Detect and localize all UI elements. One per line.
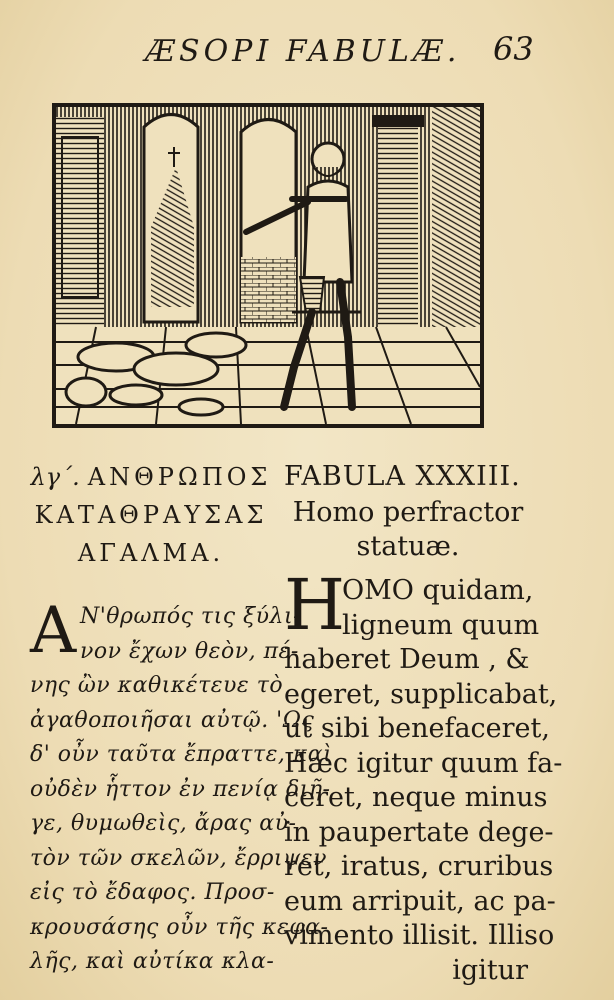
greek-text: [30, 594, 333, 980]
latin-line: egeret, supplicabat,: [284, 678, 558, 710]
running-head: ÆSOPI FABULÆ.: [145, 34, 461, 69]
latin-text: [284, 564, 563, 988]
greek-line: οὐδὲν ἧττον ἐν πενίᾳ διῆ-: [30, 776, 331, 802]
greek-line: Ν'θρωπός τις ξύλι-: [80, 604, 302, 629]
latin-line: ceret, neque minus: [284, 782, 548, 813]
page-number: 63: [493, 30, 534, 68]
latin-subtitle-line-2: statuæ.: [356, 531, 460, 562]
greek-line: νης ὢν καθικέτευε τὸ: [30, 673, 284, 698]
greek-line: λῆς, καὶ αὐτίκα κλα-: [30, 949, 275, 974]
latin-line: Hæc igitur quum fa-: [284, 747, 563, 779]
latin-fable-title: FABULA XXXIII.: [284, 461, 521, 492]
greek-title-line-3: ΑΓΑΛΜΑ.: [77, 539, 225, 567]
greek-line: δ' οὖν ταῦτα ἔπραττε, καὶ: [30, 742, 333, 767]
latin-catchword: igitur: [452, 954, 528, 986]
greek-title-line-1: ΑΝΘΡΩΠΟΣ: [87, 463, 272, 491]
latin-column: [284, 458, 563, 988]
latin-line: in paupertate dege-: [284, 816, 554, 848]
latin-line: vimento illisit. Illiso: [284, 920, 555, 951]
latin-subtitle-line-1: Homo perfractor: [292, 497, 524, 528]
greek-line: νον ἔχων θεὸν, πέ-: [80, 638, 299, 664]
latin-line: haberet Deum , &: [284, 644, 530, 675]
latin-line: ret, iratus, cruribus: [284, 851, 554, 882]
latin-line: OMO quidam,: [342, 575, 534, 606]
greek-fable-number: λγ΄.: [30, 463, 80, 491]
greek-line: κρουσάσης οὖν τῆς κεφα-: [30, 914, 329, 940]
greek-title: [30, 458, 272, 496]
greek-line: τὸν τῶν σκελῶν, ἔρριψεν: [30, 845, 327, 871]
greek-column: [30, 458, 333, 980]
latin-line: eum arripuit, ac pa-: [284, 885, 556, 917]
greek-line: ἀγαθοποιῆσαι αὐτῷ. 'Ως: [30, 707, 315, 733]
greek-line: γε, θυμωθεὶς, ἄρας αὐ-: [30, 811, 297, 836]
greek-title-line-2: ΚΑΤΑΘΡΑΥΣΑΣ: [34, 501, 268, 529]
woodcut-drawing: [56, 107, 480, 424]
latin-line: ut sibi benefaceret,: [284, 713, 550, 744]
greek-line: εἰς τὸ ἔδαφος. Προσ-: [30, 880, 275, 905]
latin-line: ligneum quum: [342, 609, 540, 641]
latin-drop-cap: H: [284, 564, 346, 646]
greek-drop-cap: Α: [30, 594, 77, 668]
woodcut-illustration: [52, 103, 484, 428]
